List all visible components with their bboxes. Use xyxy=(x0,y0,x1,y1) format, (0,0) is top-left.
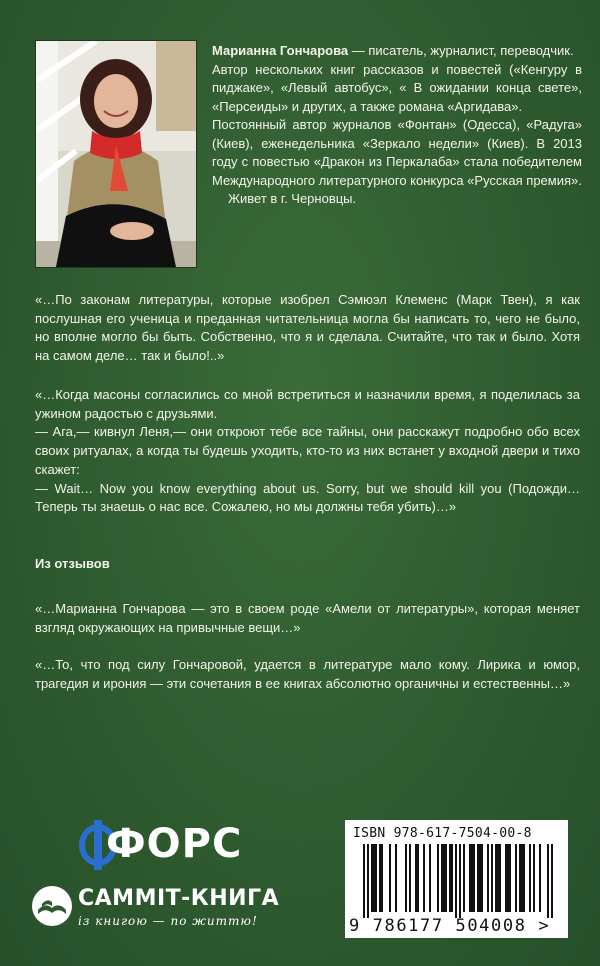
barcode-bar xyxy=(373,844,375,912)
barcode-bar xyxy=(523,844,525,912)
isbn-barcode xyxy=(345,820,568,938)
barcode-bar xyxy=(473,844,475,912)
barcode-bar xyxy=(495,844,497,912)
barcode-bar xyxy=(405,844,407,912)
barcode-digits: 9 786177 504008 > xyxy=(349,916,551,936)
barcode-bar xyxy=(479,844,481,912)
reviews-heading: Из отзывов xyxy=(35,556,110,571)
barcode-bar xyxy=(481,844,483,912)
barcode-bar xyxy=(445,844,447,912)
barcode-bar xyxy=(455,844,457,918)
bio-journals: Постоянный автор журналов «Фонтан» (Одесса), «Радуга» (Киев), еженедельника «Зеркало недели» (Киев). В 2013 году с повестью «Дракон из Перкалаба» стала победителем Международного литературного конкурса «Русская премия». xyxy=(212,117,582,188)
barcode-bar xyxy=(477,844,479,912)
author-bio xyxy=(212,42,582,209)
barcode-bar xyxy=(437,844,439,912)
barcode-bar xyxy=(547,844,549,918)
bio-books: Автор нескольких книг рассказов и повестей («Кенгуру в пиджаке», «Левый автобус», « В ожидании конца свете», «Персеиды» и других, а также романа «Аргидава». xyxy=(212,61,582,114)
quote-paragraph: «…Когда масоны согласились со мной встретиться и назначили время, я поделилась за ужином радостью с друзьями. xyxy=(35,387,580,421)
barcode-bars xyxy=(363,844,553,918)
summit-kniga-slogan: із книгою — по життю! xyxy=(78,914,258,928)
barcode-bar xyxy=(487,844,489,912)
barcode-bar xyxy=(443,844,445,912)
barcode-bar xyxy=(519,844,521,912)
summit-kniga-name: САММІТ-КНИГА xyxy=(78,886,280,911)
barcode-bar xyxy=(505,844,507,912)
barcode-bar xyxy=(463,844,465,912)
barcode-bar xyxy=(363,844,365,918)
barcode-bar xyxy=(515,844,517,912)
barcode-bar xyxy=(375,844,377,912)
barcode-bar xyxy=(509,844,511,912)
barcode-bar xyxy=(539,844,541,912)
barcode-bar xyxy=(423,844,425,912)
quote-2 xyxy=(35,386,580,517)
barcode-bar xyxy=(491,844,493,912)
barcode-bar xyxy=(471,844,473,912)
barcode-bar xyxy=(395,844,397,912)
quote-1 xyxy=(35,291,580,366)
barcode-bar xyxy=(459,844,461,918)
review-1 xyxy=(35,600,580,637)
barcode-bar xyxy=(415,844,417,912)
barcode-bar xyxy=(533,844,535,912)
quote-paragraph: — Wait… Now you know everything about us. Sorry, but we should kill you (Подожди… Теперь ты знаешь о нас все. Сожалею, но мы должны тебя убить)…» xyxy=(35,480,580,515)
barcode-bar xyxy=(441,844,443,912)
barcode-bar xyxy=(497,844,499,912)
barcode-bar xyxy=(529,844,531,912)
barcode-bar xyxy=(429,844,431,912)
author-photo xyxy=(35,40,197,268)
quote-paragraph: «…По законам литературы, которые изобрел Сэмюэл Клеменс (Марк Твен), я как послушная его ученица и преданная читательница могла бы написать то, чего не было, но вполне могло бы быть. Собственно, что я и сделала. Считайте, что так и было. Хотя на самом деле… так и было!..» xyxy=(35,292,580,364)
open-book-icon xyxy=(30,884,74,928)
bio-intro-rest: — писатель, журналист, переводчик. xyxy=(348,43,574,58)
author-name: Марианна Гончарова xyxy=(212,43,349,58)
barcode-bar xyxy=(417,844,419,912)
barcode-bar xyxy=(449,844,451,912)
barcode-bar xyxy=(379,844,381,912)
fors-logo xyxy=(78,820,243,870)
bio-intro xyxy=(212,42,582,61)
barcode-bar xyxy=(551,844,553,918)
review-text: «…Марианна Гончарова — это в своем роде «Амели от литературы», которая меняет взгляд окружающих на привычные вещи…» xyxy=(35,601,580,635)
isbn-text: ISBN 978-617-7504-00-8 xyxy=(353,826,532,841)
barcode-bar xyxy=(469,844,471,912)
fors-logo-text: ФОРС xyxy=(106,821,243,867)
bio-residence: Живет в г. Черновцы. xyxy=(228,191,357,206)
barcode-bar xyxy=(499,844,501,912)
barcode-bar xyxy=(367,844,369,918)
summit-kniga-logo xyxy=(30,880,280,940)
barcode-bar xyxy=(381,844,383,912)
barcode-bar xyxy=(389,844,391,912)
review-text: «…То, что под силу Гончаровой, удается в литературе мало кому. Лирика и юмор, трагедия и ирония — эти сочетания в ее книгах абсолютно органичны и естественны…» xyxy=(35,657,580,691)
barcode-bar xyxy=(371,844,373,912)
review-2 xyxy=(35,656,580,693)
barcode-bar xyxy=(451,844,453,912)
quote-paragraph: — Ага,— кивнул Леня,— они откроют тебе все тайны, они расскажут подробно обо всех своих ритуалах, а когда ты будешь уходить, кто-то из них встанет у входной двери и тихо скажет: xyxy=(35,424,580,477)
barcode-bar xyxy=(409,844,411,912)
barcode-bar xyxy=(521,844,523,912)
author-photo-image xyxy=(36,41,196,267)
barcode-bar xyxy=(507,844,509,912)
